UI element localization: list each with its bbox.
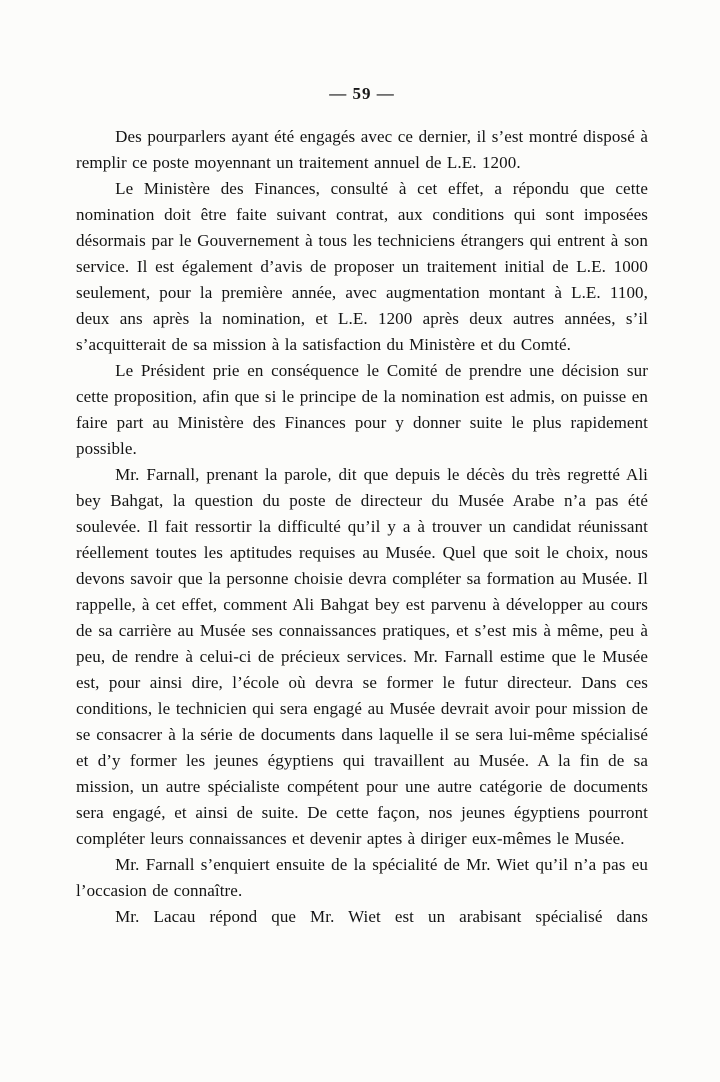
paragraph-3: Le Président prie en conséquence le Comité de prendre une décision sur cette proposition, afin que si le principe de la nomination est admis, on puisse en faire part au Ministère des Finances pour y donner suite le plus rapidement possible.	[76, 361, 648, 458]
paragraph-2: Le Ministère des Finances, consulté à cet effet, a répondu que cette nomination doit être faite suivant contrat, aux conditions qui sont imposées désormais par le Gouvernement à tous les techniciens étrangers qui entrent à son service. Il est également d’avis de proposer un traitement initial de L.E. 1000 seulement, pour la première année, avec augmentation montant à L.E. 1100, deux ans après la nomination, et L.E. 1200 après deux autres années, s’il s’acquitterait de sa mission à la satisfaction du Ministère et du Comté.	[76, 179, 648, 354]
paragraph-4: Mr. Farnall, prenant la parole, dit que depuis le décès du très regretté Ali bey Bahgat, la question du poste de directeur du Musée Arabe n’a pas été soulevée. Il fait ressortir la difficulté qu’il y a à trouver un candidat réunissant réellement toutes les aptitudes requises au Musée. Quel que soit le choix, nous devons savoir que la personne choisie devra compléter sa formation au Musée. Il rappelle, à cet effet, comment Ali Bahgat bey est parvenu à développer au cours de sa carrière au Musée ses connaissances pratiques, et s’est mis à même, peu à peu, de rendre à celui-ci de précieux services. Mr. Farnall estime que le Musée est, pour ainsi dire, l’école où devra se former le futur directeur. Dans ces conditions, le technicien qui sera engagé au Musée devrait avoir pour mission de se consacrer à la série de documents dans laquelle il se sera lui-même spécialisé et d’y former les jeunes égyptiens qui travaillent au Musée. A la fin de sa mission, un autre spécialiste compétent pour une autre catégorie de documents sera engagé, et ainsi de suite. De cette façon, nos jeunes égyptiens pourront compléter leurs connaissances et devenir aptes à diriger eux-mêmes le Musée.	[76, 465, 648, 848]
paragraph-6: Mr. Lacau répond que Mr. Wiet est un arabisant spécialisé dans	[115, 907, 648, 926]
paragraph-1: Des pourparlers ayant été engagés avec ce dernier, il s’est montré disposé à remplir ce poste moyennant un traitement annuel de L.E. 1200.	[76, 127, 648, 172]
paragraph-5: Mr. Farnall s’enquiert ensuite de la spécialité de Mr. Wiet qu’il n’a pas eu l’occasion de connaître.	[76, 855, 648, 900]
page-body	[76, 124, 648, 930]
page-number: — 59 —	[329, 84, 395, 103]
